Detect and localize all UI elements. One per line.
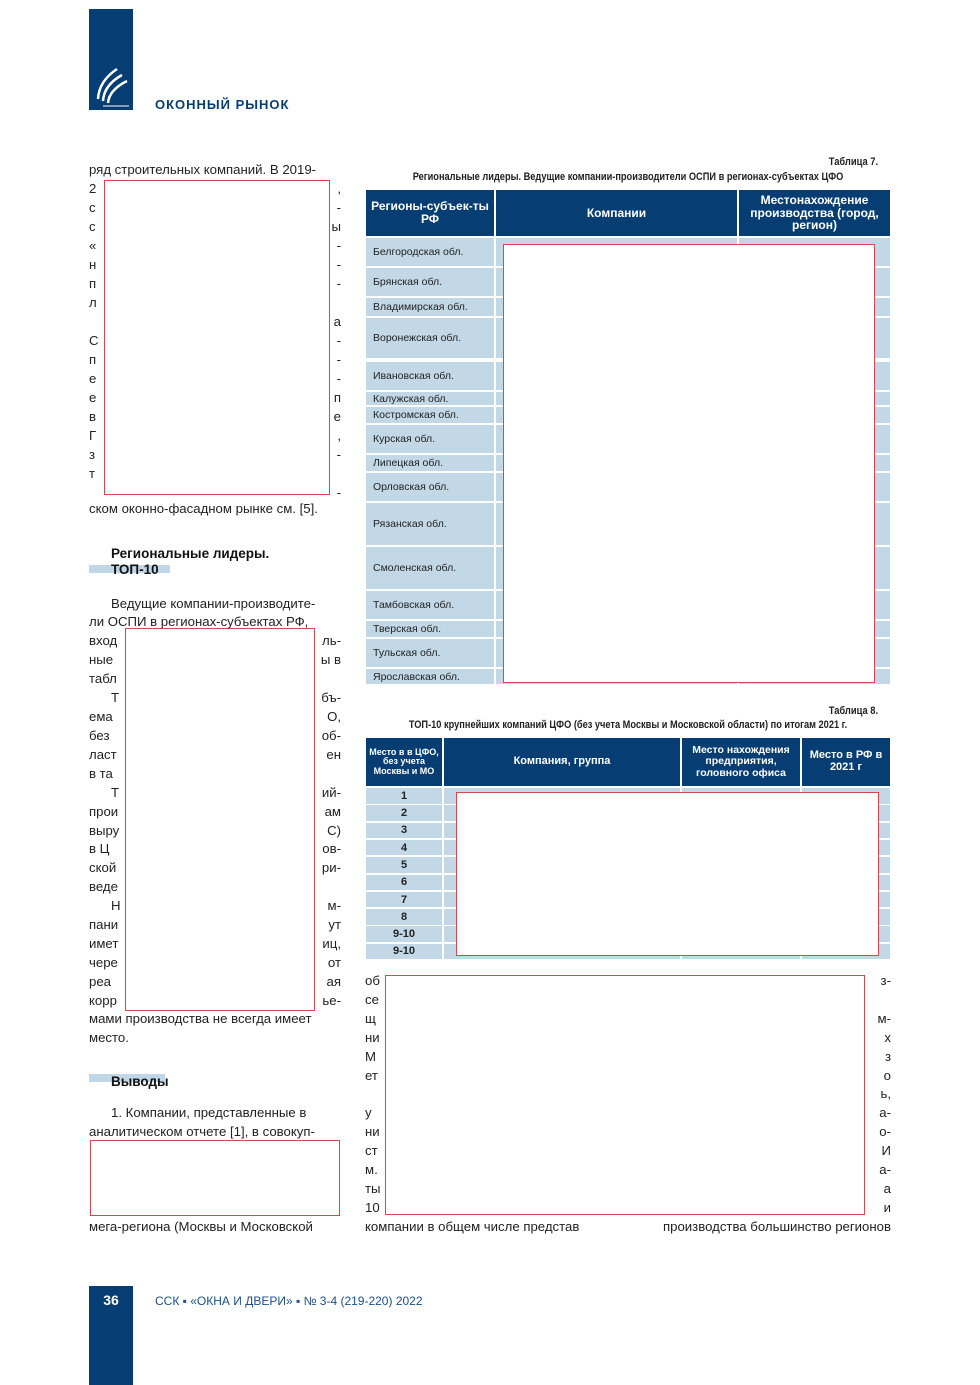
text-line <box>89 217 341 236</box>
text-fragment: м- <box>327 898 341 914</box>
text-line <box>89 707 341 726</box>
heading-conclusions: Выводы <box>111 1074 169 1089</box>
text-line: ском оконно-фасадном рынке см. [5]. <box>89 501 318 516</box>
text-fragment: щ <box>365 1010 376 1026</box>
text-line <box>365 1198 891 1217</box>
table7-region-cell: Смоленская обл. <box>366 547 494 589</box>
redaction-box <box>90 1140 340 1216</box>
text-line <box>365 1217 891 1236</box>
text-line <box>89 745 341 764</box>
text-line <box>89 293 341 312</box>
text-line: мами производства не всегда имеет <box>89 1011 312 1026</box>
table7-region-cell: Орловская обл. <box>366 473 494 501</box>
table8-rank-cell: 8 <box>366 909 442 925</box>
table7-region-cell: Ярославская обл. <box>366 669 494 684</box>
text-line <box>89 312 341 331</box>
table7-region-cell: Владимирская обл. <box>366 298 494 316</box>
text-fragment: пани <box>89 917 119 933</box>
text-fragment: С <box>89 333 99 348</box>
text-fragment: Н <box>111 898 121 914</box>
text-fragment: п <box>333 390 341 405</box>
text-fragment: м. <box>365 1162 378 1177</box>
text-fragment: т <box>89 466 96 481</box>
table8-rank-cell: 2 <box>366 805 442 821</box>
text-fragment: « <box>89 238 97 253</box>
text-fragment: а- <box>879 1105 891 1121</box>
text-line <box>89 407 341 426</box>
text-fragment: вход <box>89 633 118 648</box>
text-fragment: ль- <box>322 633 341 648</box>
text-line: аналитическом отчете [1], в совокуп- <box>89 1124 315 1139</box>
logo-icon <box>89 9 133 110</box>
text-line <box>89 255 341 274</box>
text-fragment: 10 <box>365 1199 380 1215</box>
text-fragment: М <box>365 1048 376 1064</box>
table8-rank-cell: 3 <box>366 823 442 839</box>
table8-rank-cell: 9-10 <box>366 926 442 942</box>
text-fragment: от <box>327 955 341 971</box>
text-fragment: без <box>89 727 110 743</box>
text-line <box>365 1103 891 1122</box>
text-fragment: ема <box>89 708 113 724</box>
text-line <box>365 1084 891 1103</box>
table8-rank-cell: 4 <box>366 840 442 856</box>
text-fragment: л <box>89 295 97 310</box>
text-line <box>89 877 341 896</box>
text-fragment: а <box>883 1180 891 1196</box>
table7-region-cell: Тульская обл. <box>366 639 494 667</box>
text-fragment: и <box>883 1199 891 1215</box>
text-line <box>89 858 341 877</box>
text-fragment: з <box>884 1048 891 1064</box>
text-line <box>365 1009 891 1028</box>
text-line <box>365 1122 891 1141</box>
text-fragment: , <box>337 428 341 443</box>
text-line <box>89 236 341 255</box>
text-fragment: с <box>89 200 96 215</box>
logo-block <box>89 9 133 110</box>
text-line <box>89 198 341 217</box>
footer-publication: ССК ▪ «ОКНА И ДВЕРИ» ▪ № 3-4 (219-220) 2022 <box>155 1294 423 1308</box>
table7-region-cell: Воронежская обл. <box>366 318 494 358</box>
text-fragment: о- <box>879 1124 891 1140</box>
table7-region-cell: Тамбовская обл. <box>366 591 494 619</box>
text-fragment: з- <box>880 973 891 988</box>
text-fragment: С) <box>327 822 341 838</box>
text-line <box>89 783 341 802</box>
text-fragment: ь, <box>880 1086 891 1102</box>
text-line <box>89 764 341 783</box>
text-fragment: ты <box>365 1180 381 1196</box>
text-fragment: с <box>89 219 96 234</box>
text-fragment: п <box>89 352 97 367</box>
text-fragment: е <box>89 371 97 386</box>
text-fragment: 2 <box>89 181 97 196</box>
text-fragment: об- <box>321 727 341 743</box>
text-line <box>89 972 341 991</box>
table7-region-cell: Костромская обл. <box>366 407 494 423</box>
text-fragment: реа <box>89 974 112 990</box>
table8-rank-cell: 6 <box>366 875 442 891</box>
table7-region-cell: Тверская обл. <box>366 621 494 637</box>
text-fragment: м- <box>877 1010 891 1026</box>
text-line <box>365 1028 891 1047</box>
heading-line: ТОП-10 <box>111 562 159 577</box>
text-line <box>365 1047 891 1066</box>
heading-line: Региональные лидеры. <box>111 546 270 561</box>
text-line <box>89 464 341 483</box>
text-line: ли ОСПИ в регионах-субъектах РФ, <box>89 614 309 629</box>
text-fragment: ы <box>331 219 341 234</box>
text-fragment: - <box>336 200 341 215</box>
table7-region-cell: Ивановская обл. <box>366 362 494 390</box>
text-fragment: О, <box>327 708 341 724</box>
text-fragment: ни <box>365 1029 380 1045</box>
text-fragment: е <box>89 390 97 405</box>
table7-region-cell: Рязанская обл. <box>366 503 494 545</box>
text-line: ряд строительных компаний. В 2019- <box>89 162 317 177</box>
text-fragment: - <box>336 333 341 348</box>
text-fragment: производства большинство регионов <box>663 1218 891 1234</box>
heading-regional-leaders <box>111 546 269 578</box>
table7-region-cell: Брянская обл. <box>366 268 494 296</box>
table8-number: Таблица 8. <box>828 705 878 717</box>
text-fragment: з <box>89 447 96 462</box>
text-fragment: ри- <box>321 860 341 876</box>
table8-header-rf-rank: Место в РФ в 2021 г <box>802 738 890 786</box>
text-line <box>89 669 341 688</box>
text-line <box>89 650 341 669</box>
text-line <box>89 631 341 650</box>
text-fragment: табл <box>89 670 117 686</box>
text-line <box>365 1160 891 1179</box>
text-line <box>365 971 891 990</box>
text-line <box>89 821 341 840</box>
text-line <box>365 1141 891 1160</box>
text-line: 1. Компании, представленные в <box>111 1105 307 1120</box>
table7-region-cell: Калужская обл. <box>366 392 494 405</box>
text-fragment: , <box>337 181 341 196</box>
text-fragment: И <box>881 1143 891 1159</box>
text-line <box>89 445 341 464</box>
text-fragment: н <box>89 257 97 272</box>
text-fragment: - <box>336 485 341 500</box>
text-fragment: - <box>336 447 341 462</box>
text-fragment: в та <box>89 765 113 781</box>
text-fragment: ов- <box>322 841 341 857</box>
text-line <box>89 426 341 445</box>
table8-rank-cell: 7 <box>366 892 442 908</box>
text-fragment: чере <box>89 955 118 971</box>
text-fragment: ные <box>89 651 114 667</box>
text-line: Ведущие компании-производите- <box>111 596 316 611</box>
text-fragment: о <box>883 1067 891 1083</box>
table7-header-location: Местонахождение производства (город, регион) <box>739 190 890 236</box>
section-title: ОКОННЫЙ РЫНОК <box>155 97 290 112</box>
text-fragment: п <box>89 276 97 291</box>
text-fragment: ни <box>365 1124 380 1140</box>
text-line <box>89 350 341 369</box>
text-fragment: веде <box>89 879 118 895</box>
text-line <box>89 991 341 1010</box>
text-fragment: Г <box>89 428 97 443</box>
text-fragment: бъ- <box>321 689 341 705</box>
text-line <box>89 896 341 915</box>
table8-rank-cell: 5 <box>366 857 442 873</box>
text-fragment: компании в общем числе представ <box>365 1218 580 1234</box>
text-fragment: - <box>336 371 341 386</box>
table7-region-cell: Липецкая обл. <box>366 455 494 471</box>
text-fragment: ет <box>365 1067 378 1083</box>
text-line <box>89 802 341 821</box>
text-fragment: - <box>336 276 341 291</box>
text-line <box>89 388 341 407</box>
table8-rank-cell: 9-10 <box>366 944 442 960</box>
redaction-box <box>456 792 879 956</box>
text-fragment: выру <box>89 822 120 838</box>
text-fragment: Т <box>111 784 120 800</box>
text-line <box>365 1179 891 1198</box>
text-fragment: в <box>89 409 97 424</box>
text-fragment: у <box>365 1105 372 1121</box>
text-fragment: х <box>884 1029 891 1045</box>
text-line: место. <box>89 1030 129 1045</box>
table8-title: ТОП-10 крупнейших компаний ЦФО (без учета Москвы и Московской области) по итогам 2021 г. <box>408 719 848 731</box>
text-fragment: ут <box>328 917 341 933</box>
text-fragment: - <box>336 257 341 272</box>
text-fragment: ласт <box>89 746 117 762</box>
text-line <box>89 369 341 388</box>
text-fragment: корр <box>89 993 117 1009</box>
text-line: мега-региона (Москвы и Московской <box>89 1219 313 1234</box>
text-fragment: ий- <box>321 784 341 800</box>
table7-region-cell: Белгородская обл. <box>366 238 494 266</box>
table7-header-region: Регионы-субъек-ты РФ <box>366 190 494 236</box>
table8-header-company: Компания, группа <box>444 738 680 786</box>
table8-rank-cell: 1 <box>366 788 442 804</box>
text-fragment: - <box>336 238 341 253</box>
text-line <box>89 179 341 198</box>
text-fragment: - <box>336 352 341 367</box>
text-line <box>89 688 341 707</box>
text-line <box>89 726 341 745</box>
text-line <box>89 274 341 293</box>
table7-region-cell: Курская обл. <box>366 425 494 453</box>
text-line <box>89 934 341 953</box>
text-fragment: ен <box>326 746 341 762</box>
text-fragment: в Ц <box>89 841 110 857</box>
text-fragment: ая <box>326 974 341 990</box>
text-line <box>365 990 891 1009</box>
redaction-box <box>503 244 875 683</box>
text-fragment: ы в <box>320 651 341 667</box>
text-fragment: прои <box>89 803 119 819</box>
page-number: 36 <box>103 1292 119 1308</box>
text-line <box>89 331 341 350</box>
text-line <box>365 1066 891 1085</box>
text-fragment: иц, <box>322 936 341 952</box>
table8-header-location: Место нахождения предприятия, головного офиса <box>682 738 800 786</box>
text-line <box>89 839 341 858</box>
table7-number: Таблица 7. <box>828 156 878 168</box>
table7-header-companies: Компании <box>496 190 737 236</box>
text-fragment: е <box>333 409 341 424</box>
text-fragment: ской <box>89 860 117 876</box>
text-fragment: имет <box>89 936 119 952</box>
text-fragment: ам <box>324 803 341 819</box>
text-fragment: а- <box>879 1162 891 1177</box>
text-fragment: се <box>365 991 379 1007</box>
text-fragment: ье- <box>322 993 341 1009</box>
text-fragment: Т <box>111 689 120 705</box>
text-fragment: а <box>333 314 341 329</box>
text-line <box>89 953 341 972</box>
text-fragment: об <box>365 973 380 988</box>
table8-header-rank: Место в в ЦФО, без учета Москвы и МО <box>366 738 442 786</box>
text-fragment: ст <box>365 1143 378 1159</box>
text-line <box>89 915 341 934</box>
table7-title: Региональные лидеры. Ведущие компании-производители ОСПИ в регионах-субъектах ЦФО <box>412 171 844 183</box>
